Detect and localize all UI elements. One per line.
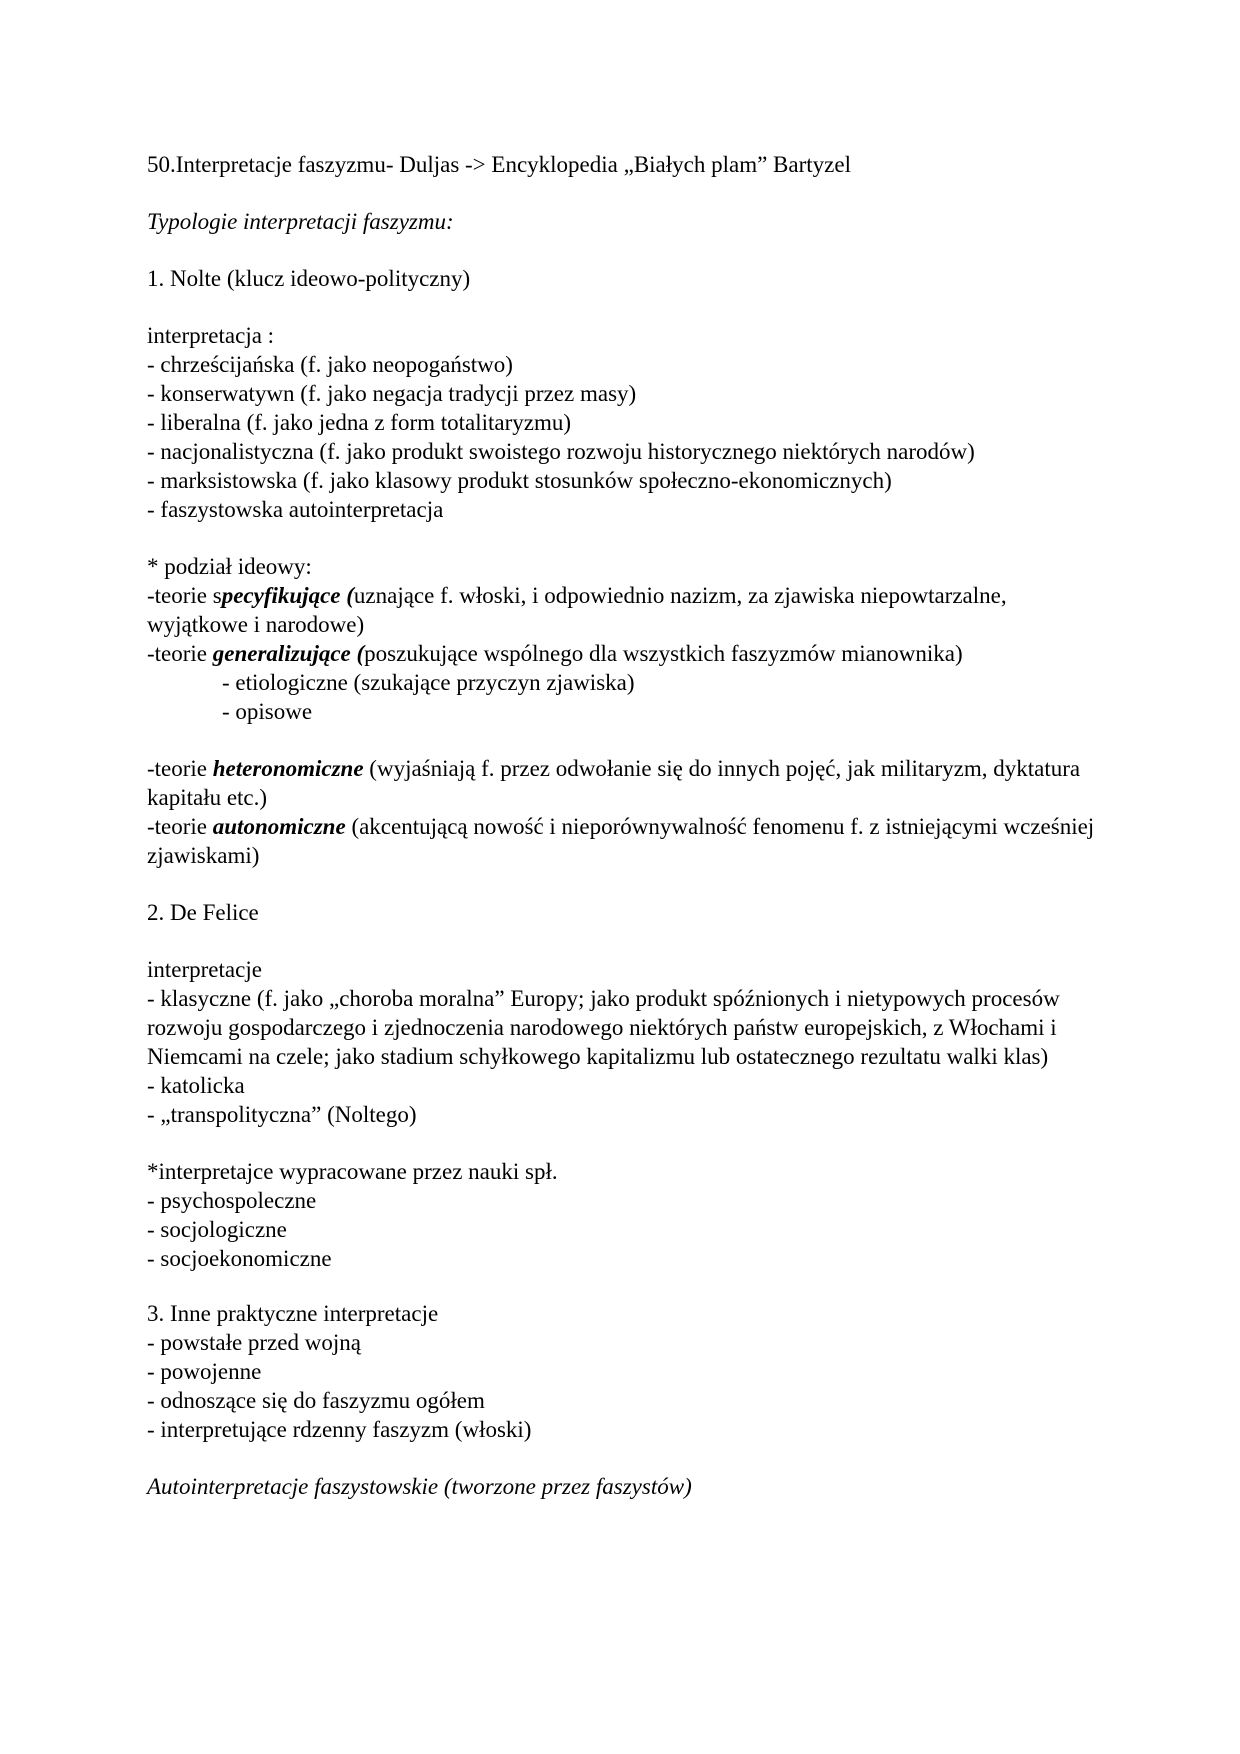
list-item: - „transpolityczna” (Noltego) (147, 1102, 417, 1127)
document-page (147, 150, 1097, 1501)
general-theories (147, 639, 1097, 668)
list-item: - odnoszące się do faszyzmu ogółem (147, 1388, 485, 1413)
nolte-intro: interpretacja : (147, 323, 275, 348)
list-item: - socjoekonomiczne (147, 1246, 332, 1271)
specific-term: pecyfikujące ( (221, 583, 354, 608)
heteronomic-term: heteronomiczne (212, 756, 364, 781)
heteronomic-rest: (wyjaśniają f. przez odwołanie się do innych pojęć, jak militaryzm, dyktatura kapitału etc.) (147, 756, 1081, 810)
autonomic-theories (147, 812, 1097, 870)
general-prefix: -teorie (147, 641, 213, 666)
list-item: - socjologiczne (147, 1217, 287, 1242)
auto-heading: Autointerpretacje faszystowskie (tworzone przez faszystów) (147, 1474, 692, 1499)
list-item: - liberalna (f. jako jedna z form totalitaryzmu) (147, 410, 572, 435)
list-item: - psychospoleczne (147, 1188, 317, 1213)
specific-prefix: -teorie s (147, 583, 222, 608)
specific-rest: uznające f. włoski, i odpowiednio nazizm, za zjawiska niepowtarzalne, wyjątkowe i narodowe) (147, 583, 1007, 637)
autonomic-term: autonomiczne (212, 814, 346, 839)
social-heading: *interpretajce wypracowane przez nauki spł. (147, 1159, 558, 1184)
list-item: - nacjonalistyczna (f. jako produkt swoistego rozwoju historycznego niektórych narodów) (147, 439, 975, 464)
autonomic-prefix: -teorie (147, 814, 213, 839)
sub-list-item: - opisowe (222, 699, 313, 724)
defelice-classic: - klasyczne (f. jako „choroba moralna” Europy; jako produkt spóźnionych i nietypowych procesów rozwoju gospodarczego i zjednoczenia narodowego niektórych państw europejskich, z Włochami i Niemcami na czele; jako stadium schyłkowego kapitalizmu lub ostatecznego rezultatu walki klas) (147, 986, 1060, 1069)
list-item: - katolicka (147, 1073, 245, 1098)
list-item: - powojenne (147, 1359, 262, 1384)
list-item: - interpretujące rdzenny faszyzm (włoski) (147, 1417, 532, 1442)
autonomic-rest: (akcentującą nowość i nieporównywalność fenomenu f. z istniejącymi wcześniej zjawiskami) (147, 814, 1095, 868)
list-item: - marksistowska (f. jako klasowy produkt stosunków społeczno-ekonomicznych) (147, 468, 892, 493)
typology-heading: Typologie interpretacji faszyzmu: (147, 209, 454, 234)
list-item: - faszystowska autointerpretacja (147, 497, 444, 522)
defelice-intro: interpretacje (147, 957, 262, 982)
general-term: generalizujące ( (212, 641, 365, 666)
heteronomic-prefix: -teorie (147, 756, 213, 781)
specific-theories (147, 581, 1097, 639)
defelice-heading: 2. De Felice (147, 900, 259, 925)
nolte-list (147, 350, 1097, 524)
sub-list-item: - etiologiczne (szukające przyczyn zjawiska) (222, 670, 635, 695)
general-rest: poszukujące wspólnego dla wszystkich faszyzmów mianownika) (364, 641, 963, 666)
list-item: - konserwatywn (f. jako negacja tradycji przez masy) (147, 381, 637, 406)
division-heading: * podział ideowy: (147, 554, 312, 579)
list-item: - chrześcijańska (f. jako neopogaństwo) (147, 352, 513, 377)
document-title: 50.Interpretacje faszyzmu- Duljas -> Encyklopedia „Białych plam” Bartyzel (147, 152, 851, 177)
nolte-heading: 1. Nolte (klucz ideowo-polityczny) (147, 266, 471, 291)
list-item: - powstałe przed wojną (147, 1330, 361, 1355)
heteronomic-theories (147, 754, 1097, 812)
other-heading: 3. Inne praktyczne interpretacje (147, 1301, 439, 1326)
